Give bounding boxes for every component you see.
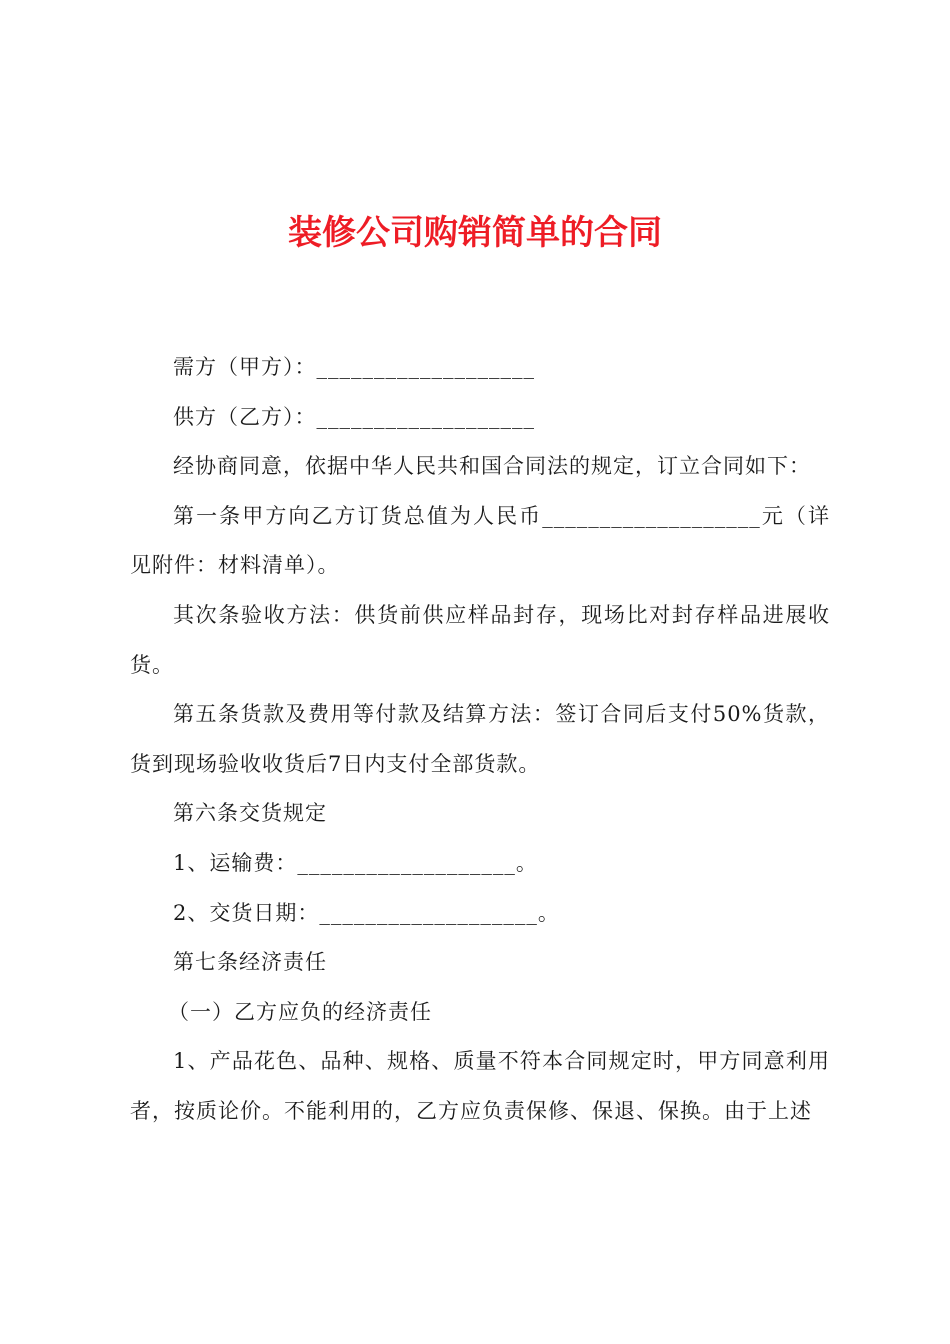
paragraph-article-7: 第七条经济责任 [173,950,327,975]
paragraph-supplier: 供方（乙方）：___________________ [173,404,535,429]
paragraph-delivery-date: 2、交货日期：___________________。 [173,900,560,925]
paragraph-buyer: 需方（甲方）：___________________ [173,355,535,379]
paragraph-article-2: 其次条验收方法：供货前供应样品封存，现场比对封存样品进展收货。 [130,602,830,677]
document-title: 装修公司购销简单的合同 [288,213,662,253]
paragraph-article-5: 第五条货款及费用等付款及结算方法：签订合同后支付50%货款，货到现场验收收货后7日内支付全部货款。 [130,702,830,776]
paragraph-liability-1: 1、产品花色、品种、规格、质量不符本合同规定时，甲方同意利用者，按质论价。不能利用的，乙方应负责保修、保退、保换。由于上述 [130,1049,830,1123]
paragraph-transport-fee: 1、运输费：___________________。 [173,850,538,875]
paragraph-article-6: 第六条交货规定 [173,801,327,826]
paragraph-article-1: 第一条甲方向乙方订货总值为人民币___________________元（详见附件：材料清单）。 [130,503,830,578]
document-body [130,343,830,1137]
paragraph-section-1: （一）乙方应负的经济责任 [168,999,432,1024]
paragraph-preamble: 经协商同意，依据中华人民共和国合同法的规定，订立合同如下： [173,454,811,479]
